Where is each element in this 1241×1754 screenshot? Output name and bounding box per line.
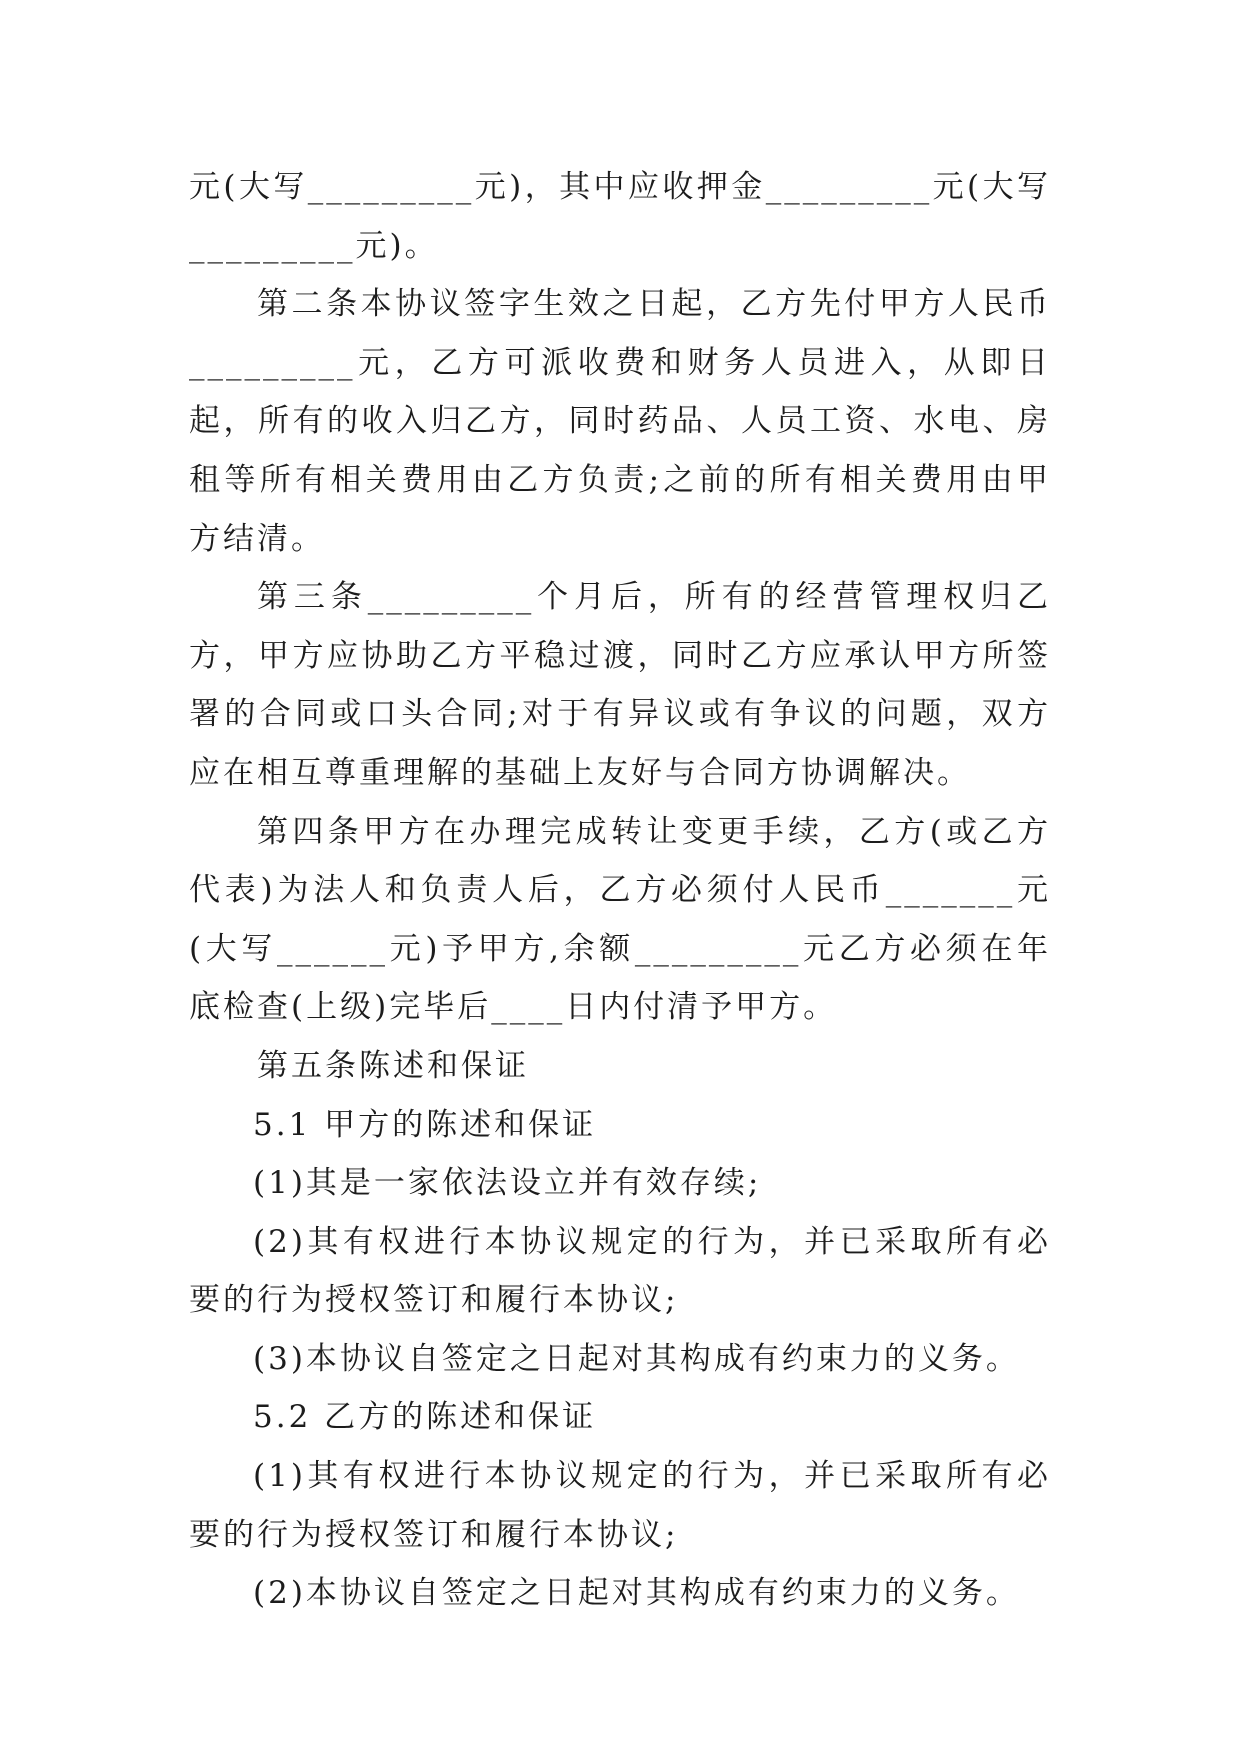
section-5-1-item-1: (1)其是一家依法设立并有效存续; xyxy=(253,1165,762,1202)
section-5-1-item-3: (3)本协议自签定之日起对其构成有约束力的义务。 xyxy=(253,1340,1020,1377)
section-5-2-item-1: (1)其有权进行本协议规定的行为，并已采取所有必要的行为授权签订和履行本协议; xyxy=(189,1458,1051,1553)
section-5-2-heading: 5.2 乙方的陈述和保证 xyxy=(253,1399,597,1436)
document-body xyxy=(189,158,1051,1623)
paragraph-article-5-heading: 第五条陈述和保证 xyxy=(257,1047,529,1084)
paragraph-continuation: 元(大写_________元)，其中应收押金_________元(大写_________元)。 xyxy=(189,169,1051,264)
section-5-2-item-2: (2)本协议自签定之日起对其构成有约束力的义务。 xyxy=(253,1575,1020,1612)
paragraph-article-3: 第三条_________个月后，所有的经营管理权归乙方，甲方应协助乙方平稳过渡，同时乙方应承认甲方所签署的合同或口头合同;对于有异议或有争议的问题，双方应在相互尊重理解的基础上友好与合同方协调解决。 xyxy=(189,579,1051,791)
section-5-1-item-2: (2)其有权进行本协议规定的行为，并已采取所有必要的行为授权签订和履行本协议; xyxy=(189,1223,1051,1319)
paragraph-article-2: 第二条本协议签字生效之日起，乙方先付甲方人民币_________元，乙方可派收费和财务人员进入，从即日起，所有的收入归乙方，同时药品、人员工资、水电、房租等所有相关费用由乙方负责;之前的所有相关费用由甲方结清。 xyxy=(189,286,1051,557)
paragraph-article-4: 第四条甲方在办理完成转让变更手续，乙方(或乙方代表)为法人和负责人后，乙方必须付人民币_______元(大写______元)予甲方,余额_________元乙方必须在年底检查(上级)完毕后____日内付清予甲方。 xyxy=(189,813,1051,1026)
section-5-1-heading: 5.1 甲方的陈述和保证 xyxy=(253,1106,597,1143)
